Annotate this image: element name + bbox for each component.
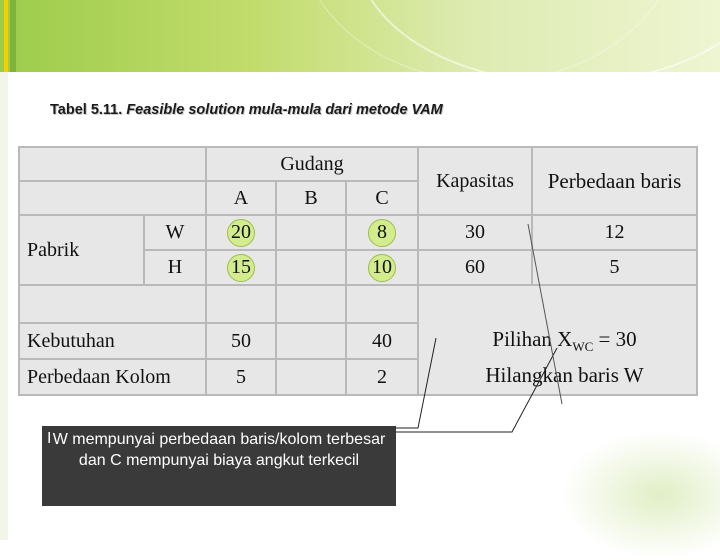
pilihan-suffix: = 30 xyxy=(593,327,637,351)
col-header-a: A xyxy=(207,182,275,214)
row-label-h: H xyxy=(145,251,205,284)
explanation-note xyxy=(42,426,396,506)
callout-line xyxy=(396,338,436,428)
perbedaan-kolom-label: Perbedaan Kolom xyxy=(20,360,205,394)
cell-h-perbedaan: 5 xyxy=(533,251,696,284)
col-header-b: B xyxy=(277,182,345,214)
note-hidden-letter: I xyxy=(47,430,52,447)
note-text: W mempunyai perbedaan baris/kolom terbesar dan C mempunyai biaya angkut terkecil xyxy=(52,431,386,469)
perbedaan-baris-header: Perbedaan baris xyxy=(533,148,696,214)
col-header-c: C xyxy=(347,182,417,214)
kapasitas-header: Kapasitas xyxy=(419,148,531,214)
perbedaan-kolom-a: 5 xyxy=(207,360,275,394)
allocation-circle: 8 xyxy=(368,219,396,247)
caption-title: Feasible solution mula-mula dari metode VAM xyxy=(126,102,443,118)
allocation-circle: 20 xyxy=(227,219,255,247)
callout-line xyxy=(528,224,562,404)
pilihan-subscript: WC xyxy=(572,339,594,355)
cell-w-perbedaan: 12 xyxy=(533,216,696,249)
perbedaan-kolom-c: 2 xyxy=(347,360,417,394)
kebutuhan-label: Kebutuhan xyxy=(20,324,205,358)
allocation-circle: 15 xyxy=(227,254,255,282)
allocation-circle: 10 xyxy=(368,254,396,282)
cell-h-kapasitas: 60 xyxy=(419,251,531,284)
row-label-w: W xyxy=(145,216,205,249)
caption-label: Tabel 5.11. xyxy=(50,102,123,118)
hilangkan-text: Hilangkan baris W xyxy=(485,363,644,387)
cell-w-kapasitas: 30 xyxy=(419,216,531,249)
kebutuhan-c: 40 xyxy=(347,324,417,358)
pabrik-label: Pabrik xyxy=(20,216,143,284)
kebutuhan-a: 50 xyxy=(207,324,275,358)
pilihan-prefix: Pilihan X xyxy=(492,327,573,351)
gudang-header: Gudang xyxy=(207,148,417,180)
